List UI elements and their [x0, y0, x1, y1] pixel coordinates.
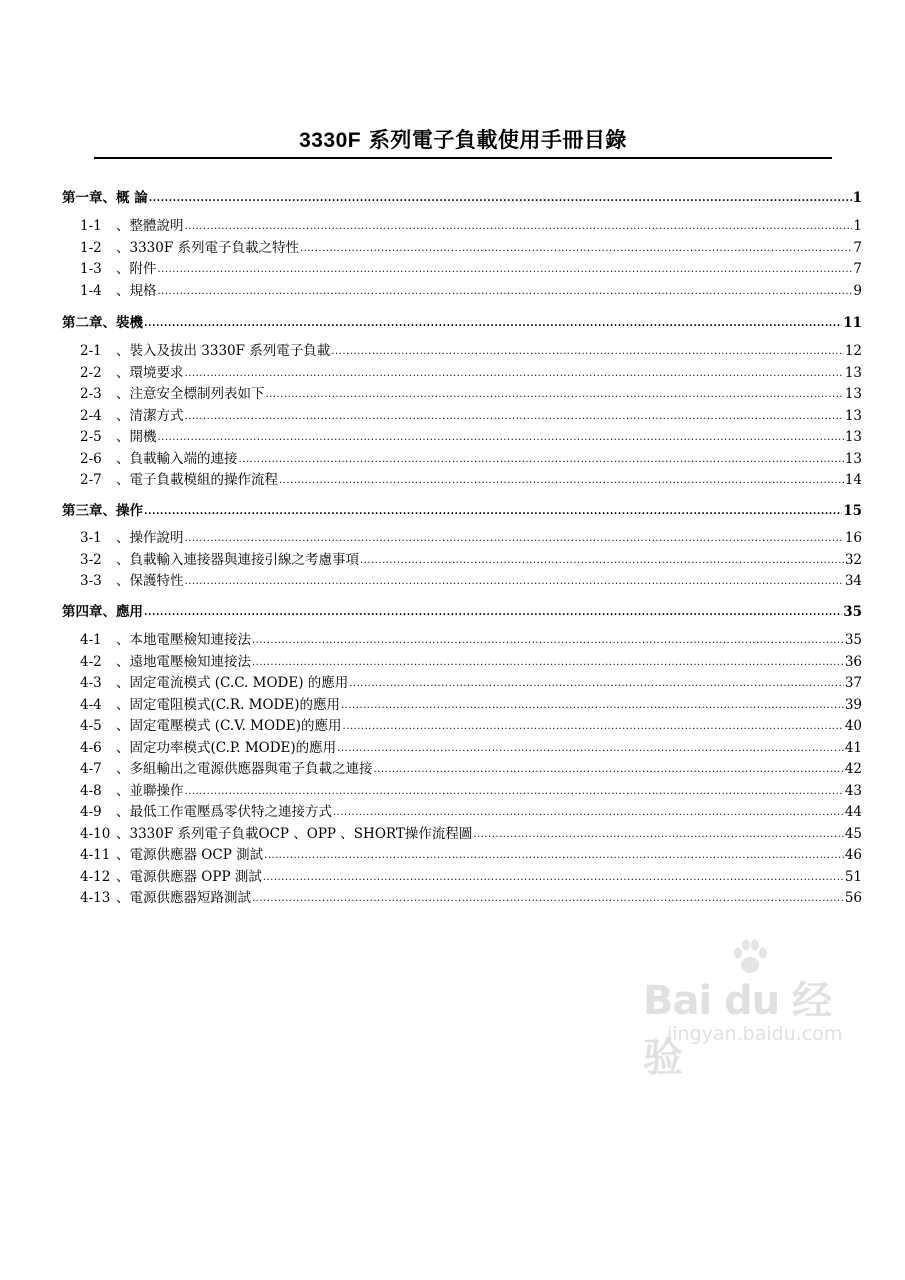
page-title: [94, 124, 832, 154]
toc-entry-label: [80, 847, 263, 863]
toc-section[interactable]: [80, 341, 862, 359]
dot-leader: [473, 828, 843, 842]
dot-leader: [185, 532, 844, 546]
toc-page-number: 14: [844, 472, 862, 488]
toc-page-number: 16: [844, 530, 862, 546]
toc-section[interactable]: [80, 571, 862, 589]
dot-leader: [300, 242, 852, 256]
toc-entry-text: 、附件: [116, 261, 157, 277]
toc-entry-label: [80, 530, 184, 546]
toc-section[interactable]: [80, 802, 862, 820]
toc-section-number: 3-2: [80, 552, 102, 568]
toc-entry-label: [80, 408, 184, 424]
dot-leader: [349, 677, 844, 691]
toc-entry-text: 、多組輸出之電源供應器與電子負載之連接: [116, 761, 373, 777]
dot-leader: [158, 263, 853, 277]
watermark-url: jingyan.baidu.com: [667, 1023, 843, 1045]
toc-entry-text: 、環境要求: [116, 365, 184, 381]
toc-section[interactable]: [80, 759, 862, 777]
toc-section-number: 2-1: [80, 343, 102, 359]
toc-section-number: 1-2: [80, 240, 102, 256]
toc-entry-text: 、電源供應器短路測試: [116, 890, 251, 906]
toc-entry-label: [80, 740, 336, 756]
toc-entry-text: 、電子負載模組的操作流程: [116, 472, 278, 488]
toc-section-number: 4-5: [80, 718, 102, 734]
toc-section-number: 4-13: [80, 890, 111, 906]
toc-page-number: 40: [844, 718, 862, 734]
dot-leader: [185, 575, 844, 589]
toc-entry-label: [80, 869, 262, 885]
toc-entry-label: [80, 573, 184, 589]
toc-section-number: 4-8: [80, 783, 102, 799]
toc-page-number: 51: [844, 869, 862, 885]
toc-entry-label: [80, 654, 251, 670]
dot-leader: [185, 410, 844, 424]
toc-page-number: 13: [844, 451, 862, 467]
toc-section[interactable]: [80, 528, 862, 546]
toc-section-number: 4-12: [80, 869, 111, 885]
dot-leader: [185, 220, 853, 234]
toc-entry-text: 、注意安全標制列表如下: [116, 386, 265, 402]
toc-section[interactable]: [80, 281, 862, 299]
dot-leader: [252, 634, 844, 648]
toc-entry-text: 第四章、應用: [62, 604, 143, 620]
dot-leader: [158, 431, 844, 445]
toc-page-number: 13: [844, 386, 862, 402]
toc-section-number: 4-10: [80, 826, 111, 842]
toc-section[interactable]: [80, 824, 862, 842]
toc-entry-label: [80, 386, 265, 402]
toc-entry-label: [80, 218, 184, 234]
toc-entry-text: 、3330F 系列電子負載OCP 、OPP 、SHORT操作流程圖: [116, 826, 473, 842]
toc-entry-text: 、電源供應器 OPP 測試: [116, 869, 262, 885]
toc-entry-text: 、規格: [116, 283, 157, 299]
toc-chapter[interactable]: [62, 313, 862, 331]
toc-section[interactable]: [80, 695, 862, 713]
toc-entry-label: [80, 783, 184, 799]
dot-leader: [144, 317, 842, 331]
toc-section[interactable]: [80, 406, 862, 424]
title-underline: [94, 157, 832, 159]
toc-page-number: 41: [844, 740, 862, 756]
dot-leader: [149, 192, 852, 206]
toc-section[interactable]: [80, 867, 862, 885]
toc-entry-text: 、並聯操作: [116, 783, 184, 799]
toc-entry-label: [80, 890, 251, 906]
dot-leader: [333, 806, 844, 820]
toc-entry-label: [80, 472, 278, 488]
toc-entry-label: [80, 283, 157, 299]
toc-entry-label: [80, 826, 472, 842]
toc-section-number: 4-3: [80, 675, 102, 691]
toc-page-number: 15: [843, 503, 862, 519]
toc-entry-label: [80, 632, 251, 648]
toc-page-number: 44: [844, 804, 862, 820]
toc-section-number: 4-11: [80, 847, 111, 863]
toc-section-number: 4-4: [80, 697, 102, 713]
toc-section[interactable]: [80, 673, 862, 691]
toc-section-number: 2-7: [80, 472, 102, 488]
toc-entry-text: 、裝入及拔出 3330F 系列電子負載: [116, 343, 331, 359]
toc-page-number: 39: [844, 697, 862, 713]
dot-leader: [266, 388, 844, 402]
toc-section-number: 4-2: [80, 654, 102, 670]
toc-entry-label: [80, 261, 157, 277]
dot-leader: [343, 720, 844, 734]
toc-chapter[interactable]: [62, 602, 862, 620]
toc-entry-label: [62, 190, 148, 206]
toc-page-number: 42: [844, 761, 862, 777]
toc-section[interactable]: [80, 781, 862, 799]
toc-page-number: 11: [843, 315, 862, 331]
dot-leader: [158, 285, 853, 299]
toc-section[interactable]: [80, 738, 862, 756]
toc-section[interactable]: [80, 238, 862, 256]
toc-page-number: 13: [844, 429, 862, 445]
toc-page-number: 43: [844, 783, 862, 799]
toc-page-number: 37: [844, 675, 862, 691]
toc-section-number: 2-3: [80, 386, 102, 402]
toc-section-number: 4-6: [80, 740, 102, 756]
toc-section-number: 1-3: [80, 261, 102, 277]
dot-leader: [239, 453, 844, 467]
toc-entry-label: [80, 365, 184, 381]
toc-section[interactable]: [80, 427, 862, 445]
toc-section-number: 2-4: [80, 408, 102, 424]
toc-entry-label: [80, 697, 340, 713]
dot-leader: [252, 892, 844, 906]
toc-entry-label: [80, 451, 238, 467]
title-text: 系列電子負載使用手冊目錄: [368, 128, 627, 152]
toc-entry-text: 、保護特性: [116, 573, 184, 589]
toc-page-number: 1: [853, 218, 862, 234]
toc-entry-text: 、電源供應器 OCP 測試: [116, 847, 264, 863]
toc-section[interactable]: [80, 652, 862, 670]
toc-section-number: 2-6: [80, 451, 102, 467]
dot-leader: [144, 606, 842, 620]
toc-page-number: 9: [853, 283, 862, 299]
toc-entry-label: [62, 604, 143, 620]
toc-page-number: 13: [844, 408, 862, 424]
toc-entry-label: [80, 240, 299, 256]
toc-entry-label: [62, 315, 143, 331]
toc-entry-text: 、遠地電壓檢知連接法: [116, 654, 251, 670]
toc-entry-text: 、3330F 系列電子負載之特性: [116, 240, 300, 256]
dot-leader: [374, 763, 844, 777]
toc-chapter[interactable]: [62, 188, 862, 206]
toc-entry-text: 第二章、裝機: [62, 315, 143, 331]
toc-entry-label: [80, 804, 332, 820]
toc-section-number: 4-1: [80, 632, 102, 648]
toc-entry-label: [80, 761, 373, 777]
toc-page-number: 45: [844, 826, 862, 842]
dot-leader: [360, 554, 844, 568]
toc-section-number: 4-7: [80, 761, 102, 777]
baidu-jingyan-watermark: [635, 945, 855, 1081]
title-model: 3330F: [299, 129, 362, 152]
toc-page-number: 7: [853, 240, 862, 256]
toc-entry-text: 第三章、操作: [62, 503, 143, 519]
toc-page-number: 32: [844, 552, 862, 568]
toc-section[interactable]: [80, 716, 862, 734]
toc-entry-text: 第一章、概 論: [62, 190, 148, 206]
toc-section[interactable]: [80, 550, 862, 568]
toc-section[interactable]: [80, 449, 862, 467]
toc-section-number: 4-9: [80, 804, 102, 820]
toc-page-number: 34: [844, 573, 862, 589]
dot-leader: [337, 742, 844, 756]
toc-entry-label: [80, 718, 342, 734]
toc-section-number: 2-2: [80, 365, 102, 381]
toc-page-number: 36: [844, 654, 862, 670]
dot-leader: [331, 345, 844, 359]
toc-section[interactable]: [80, 845, 862, 863]
toc-entry-text: 、清潔方式: [116, 408, 184, 424]
toc-entry-label: [80, 343, 330, 359]
toc-entry-label: [80, 552, 359, 568]
toc-section-number: 3-3: [80, 573, 102, 589]
toc-page-number: 7: [853, 261, 862, 277]
toc-chapter[interactable]: [62, 501, 862, 519]
toc-section[interactable]: [80, 259, 862, 277]
toc-entry-text: 、固定電壓模式 (C.V. MODE)的應用: [116, 718, 342, 734]
toc-page-number: 35: [843, 604, 862, 620]
dot-leader: [263, 871, 844, 885]
watermark-logo: Bai du 经验: [643, 978, 832, 1081]
toc-entry-text: 、負載輸入連接器與連接引線之考慮事項: [116, 552, 359, 568]
toc-page-number: 56: [844, 890, 862, 906]
toc-page-number: 1: [852, 190, 862, 206]
toc-page-number: 13: [844, 365, 862, 381]
toc-entry-text: 、操作說明: [116, 530, 184, 546]
toc-entry-text: 、整體說明: [116, 218, 184, 234]
dot-leader: [341, 699, 844, 713]
dot-leader: [264, 849, 844, 863]
dot-leader: [279, 474, 844, 488]
toc-entry-text: 、最低工作電壓爲零伏特之連接方式: [116, 804, 332, 820]
toc-section[interactable]: [80, 630, 862, 648]
toc-entry-text: 、固定功率模式(C.P. MODE)的應用: [116, 740, 337, 756]
toc-entry-text: 、開機: [116, 429, 157, 445]
toc-page-number: 12: [844, 343, 862, 359]
toc-section[interactable]: [80, 363, 862, 381]
dot-leader: [252, 656, 844, 670]
dot-leader: [185, 367, 844, 381]
toc-entry-text: 、負載輸入端的連接: [116, 451, 238, 467]
toc-section-number: 2-5: [80, 429, 102, 445]
toc-entry-label: [80, 675, 348, 691]
toc-page-number: 35: [844, 632, 862, 648]
toc-entry-text: 、固定電阻模式(C.R. MODE)的應用: [116, 697, 340, 713]
toc-section-number: 1-1: [80, 218, 102, 234]
toc-section-number: 1-4: [80, 283, 102, 299]
toc-entry-label: [80, 429, 157, 445]
toc-entry-label: [62, 503, 143, 519]
toc-entry-text: 、本地電壓檢知連接法: [116, 632, 251, 648]
toc-section[interactable]: [80, 470, 862, 488]
toc-page-number: 46: [844, 847, 862, 863]
toc-section[interactable]: [80, 888, 862, 906]
toc-section-number: 3-1: [80, 530, 102, 546]
dot-leader: [185, 785, 844, 799]
toc-section[interactable]: [80, 384, 862, 402]
toc-section[interactable]: [80, 216, 862, 234]
dot-leader: [144, 505, 842, 519]
toc-entry-text: 、固定電流模式 (C.C. MODE) 的應用: [116, 675, 349, 691]
